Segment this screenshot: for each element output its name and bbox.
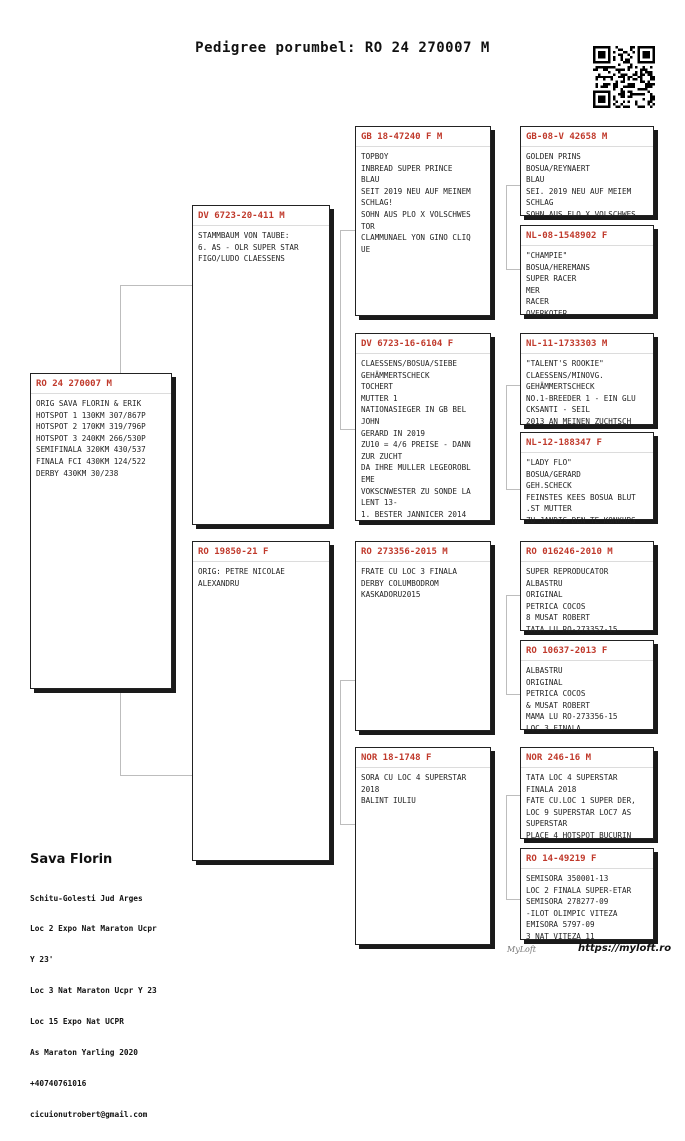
owner-info [30,873,157,1141]
card-line: GOLDEN PRINS [526,152,581,161]
card-dam-details [193,562,329,589]
card-line: SEMIFINALA 320KM 430/537 [36,445,146,455]
card-ssd-id: NL-08-1548902 F [521,226,653,246]
card-line: TOR [361,221,375,231]
card-line: LENT 13- [361,498,398,508]
card-line: HOTSPOT 2 170KM 319/796P [36,422,146,432]
card-line: OVERKOTER [526,308,568,318]
card-line: 2018 [361,784,380,794]
owner-line: Loc 15 Expo Nat UCPR [30,1017,124,1027]
card-line: ZU JANDIS DEN TE KONKURS [526,515,636,525]
card-sire-dam [355,333,491,521]
card-line: EMISORA 5797-09 [526,920,595,930]
card-line: FINALA 2018 [526,784,577,794]
card-line: ALEXANDRU [198,578,240,588]
owner-name: Sava Florin [30,852,113,867]
card-line: -ILOT OLIMPIC VITEZA [526,908,618,918]
card-line: HOTSPOT 1 130KM 307/867P [36,410,146,420]
card-ddd-id: RO 14-49219 F [521,849,653,869]
card-ddd-details [521,869,653,943]
card-line: PLACE 4 HOTSPOT BUCURIN [526,830,632,840]
card-line: FATE CU.LOC 1 SUPER DER, [526,796,636,806]
card-line: FEINSTES KEES BOSUA BLUT [526,492,636,502]
owner-block [30,852,157,1141]
card-line: NATIONASIEGER IN GB BEL [361,405,467,415]
card-dsd-details [521,661,653,735]
card-sss-id: GB-08-V 42658 M [521,127,653,147]
card-dam [192,541,330,861]
card-line: GEH.SCHECK [526,481,572,491]
card-line: SCHLAG! [361,198,394,208]
card-line: BLAU [526,175,545,185]
card-line: TATA LU RO-273357-15 [526,624,618,634]
page-title: Pedigree porumbel: RO 24 270007 M [195,40,490,56]
card-line: RACER [526,297,549,307]
card-subject-details [31,394,171,479]
card-sire-dam-id: DV 6723-16-6104 F [356,334,490,354]
card-line: PETRICA COCOS [526,601,586,611]
card-sire-sire-details [356,147,490,255]
card-sdd-details [521,453,653,527]
card-line: DA IHRE MULLER LEGEOROBL [361,463,471,473]
card-line: SUPER REPRODUCATOR [526,567,609,576]
card-dss [520,541,654,634]
card-sds-id: NL-11-1733303 M [521,334,653,354]
card-line: VOKSCNWESTER ZU SONDE LA [361,486,471,496]
card-dsd [520,640,654,733]
card-line: BALINT IULIU [361,796,416,806]
myloft-logo: MyLoft [507,945,537,954]
card-sire-sire-id: GB 18-47240 F M [356,127,490,147]
card-line: DERBY COLUMBODROM [361,578,439,588]
card-line: ALBASTRU [526,666,563,675]
card-line: FRATE CU LOC 3 FINALA [361,567,458,576]
card-dss-details [521,562,653,636]
card-subject-id: RO 24 270007 M [31,374,171,394]
card-line: SEI. 2019 NEU AUF MEIEM [526,186,632,196]
card-line: TOCHERT [361,382,394,392]
card-line: ZU10 = 4/6 PREISE - DANN [361,440,471,450]
card-sds-details [521,354,653,428]
card-line: SEMISORA 278277-09 [526,897,609,907]
qr-code-icon [593,46,655,108]
card-line: BOSUA/GERARD [526,469,581,479]
card-dds [520,747,654,839]
card-sire-details [193,226,329,265]
card-line: EME [361,474,375,484]
owner-line: Loc 2 Expo Nat Maraton Ucpr [30,924,157,934]
card-line: MUTTER 1 [361,393,398,403]
card-sire [192,205,330,525]
card-ssd-details [521,246,653,320]
card-dam-id: RO 19850-21 F [193,542,329,562]
card-line: ORIGINAL [526,677,563,687]
card-dam-dam-details [356,768,490,807]
card-line: SORA CU LOC 4 SUPERSTAR [361,773,467,782]
card-line: 6. AS - OLR SUPER STAR [198,242,299,252]
card-line: "CHAMPIE" [526,251,568,260]
card-line: LOC 2 FINALA SUPER-ETAR [526,885,632,895]
card-sss-details [521,147,653,221]
card-line: KASKADORU2015 [361,590,421,600]
card-line: SOHN AUS PLO X VOLSCHWES [361,209,471,219]
card-line: ZUR ZUCHT [361,451,403,461]
card-line: 2013 AN MEINEN ZUCHTSCH [526,416,632,426]
card-line: BOSUA/HEREMANS [526,262,591,272]
card-line: & MUSAT ROBERT [526,700,591,710]
owner-line: Y 23' [30,955,54,965]
footer-link[interactable]: https://myloft.ro [578,943,672,954]
card-sire-dam-details [356,354,490,520]
card-line: BLAU [361,175,380,185]
card-line: PETRICA COCOS [526,689,586,699]
card-line: HOTSPOT 3 240KM 266/530P [36,433,146,443]
card-dam-dam [355,747,491,945]
owner-phone[interactable]: +40740761016 [30,1078,87,1088]
card-line: FIGO/LUDO CLAESSENS [198,254,285,264]
card-line: ORIG: PETRE NICOLAE [198,567,285,576]
owner-line: Schitu-Golesti Jud Arges [30,893,143,903]
card-line: SEMISORA 350001-13 [526,874,609,883]
card-dam-sire [355,541,491,731]
card-sdd [520,432,654,525]
card-dsd-id: RO 10637-2013 F [521,641,653,661]
card-line: "LADY FLO" [526,458,572,467]
card-line: LOC 9 SUPERSTAR LOC7 AS [526,807,632,817]
card-line: UE [361,244,371,254]
card-line: ALBASTRU [526,578,563,588]
card-line: 3 NAT VITEZA 11 [526,931,595,941]
card-line: .ST MUTTER [526,504,572,514]
card-line: INBREAD SUPER PRINCE [361,163,453,173]
card-line: GEHÄMMERTSCHECK [526,382,595,392]
card-dam-dam-id: NOR 18-1748 F [356,748,490,768]
card-line: "TALENT'S ROOKIE" [526,359,604,368]
card-dss-id: RO 016246-2010 M [521,542,653,562]
card-ssd [520,225,654,318]
card-dds-details [521,768,653,842]
card-line: MAMA LU RO-273356-15 [526,712,618,722]
card-line: MER [526,285,540,295]
card-line: TATA LOC 4 SUPERSTAR [526,773,618,782]
card-dam-sire-id: RO 273356-2015 M [356,542,490,562]
card-line: 8 MUSAT ROBERT [526,613,591,623]
card-line: ORIG SAVA FLORIN & ERIK [36,399,142,408]
card-line: 1. BESTER JANNICER 2014 [361,509,467,519]
card-line: BOSUA/REYNAERT [526,163,591,173]
card-line: CLAESSENS/BOSUA/SIEBE [361,359,458,368]
owner-line: As Maraton Yarling 2020 [30,1048,138,1058]
owner-email[interactable]: cicuionutrobert@gmail.com [30,1109,148,1119]
card-line: TOPBOY [361,152,389,161]
card-dds-id: NOR 246-16 M [521,748,653,768]
card-dam-sire-details [356,562,490,601]
card-line: GEHÄMMERTSCHECK [361,370,430,380]
owner-line: Loc 3 Nat Maraton Ucpr Y 23 [30,986,157,996]
card-sds [520,333,654,425]
card-sss [520,126,654,219]
card-line: DERBY 430KM 30/238 [36,468,119,478]
card-line: CLAESSENS/MINOVG. [526,370,604,380]
card-line: SEIT 2019 NEU AUF MEINEM [361,186,471,196]
card-line: CLAMMUNAEL YON GINO CLIQ [361,233,471,243]
card-line: SOHN AUS FLO X VOLSCHWES [526,209,636,219]
card-line: FINALA FCI 430KM 124/522 [36,456,146,466]
card-line: SCHLAG [526,198,554,208]
card-line: STAMMBAUM VON TAUBE: [198,231,290,240]
card-line: SUPER RACER [526,274,577,284]
card-sdd-id: NL-12-188347 F [521,433,653,453]
card-ddd [520,848,654,940]
card-line: LOC 3 FINALA [526,723,581,733]
card-sire-sire [355,126,491,316]
card-line: GERARD IN 2019 [361,428,426,438]
card-subject [30,373,172,689]
card-line: NO.1-BREEDER 1 - EIN GLU [526,393,636,403]
card-line: JOHN [361,416,380,426]
card-sire-id: DV 6723-20-411 M [193,206,329,226]
card-line: SUPERSTAR [526,819,568,829]
card-line: ORIGINAL [526,590,563,600]
card-line: CKSANTI - SEIL [526,405,591,415]
